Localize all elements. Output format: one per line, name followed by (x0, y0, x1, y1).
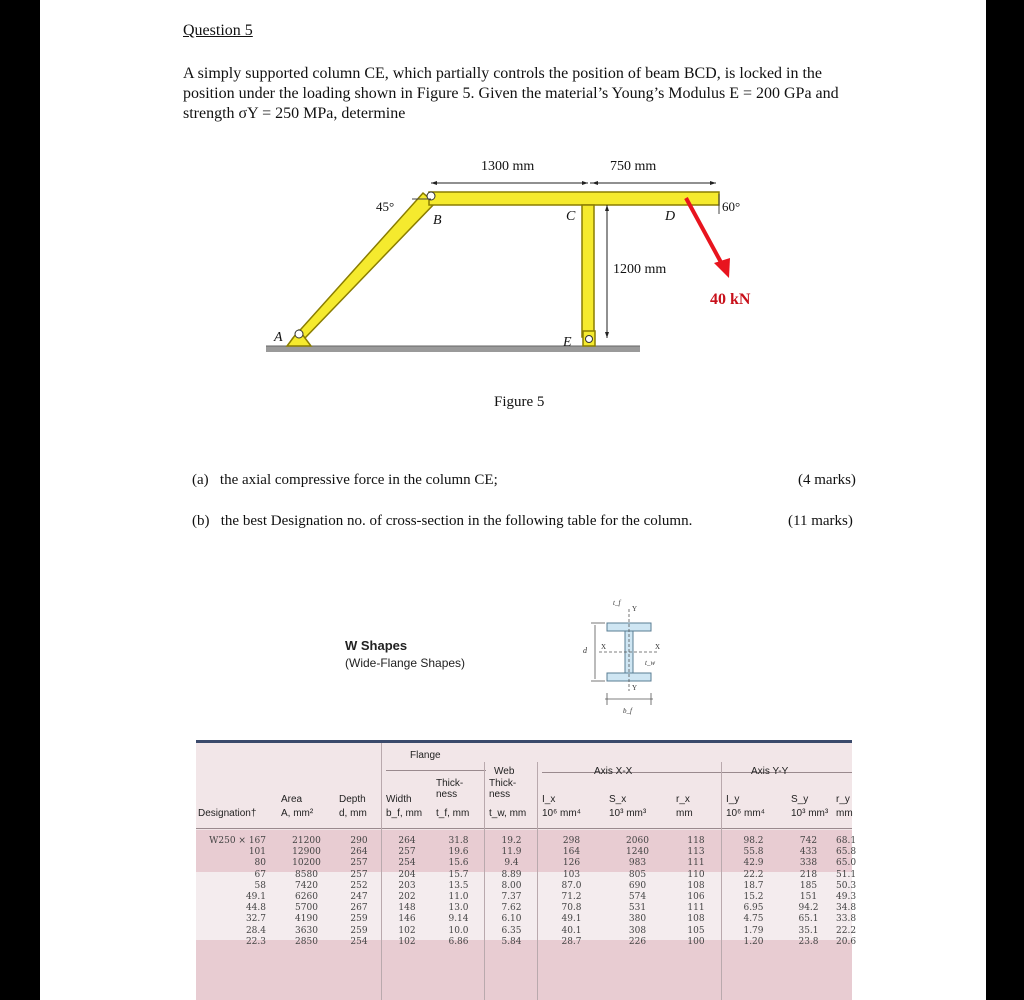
table-cell: 113 (687, 847, 705, 858)
column-header-top: I_y (726, 794, 740, 805)
ground (266, 346, 640, 352)
table-cell: 65.8 (836, 847, 857, 858)
column-header-top: Thick- ness (489, 778, 517, 800)
table-cell: 87.0 (561, 880, 582, 891)
table-cell: 108 (687, 914, 705, 925)
table-cell: 10200 (292, 858, 321, 869)
designation-cell: 22.3 (245, 936, 266, 947)
table-cell: 146 (398, 914, 416, 925)
dim-cd: 750 mm (610, 159, 657, 174)
table-cell: 22.2 (836, 925, 857, 936)
table-cell: 22.2 (743, 869, 764, 880)
angle-a-label: 45° (376, 199, 395, 214)
question-text: A simply supported column CE, which partially controls the position of beam BCD, is locked in the position under the loading shown in Figure 5. Given the material’s Young’s Modulus E = 200 GPa and strength σY = 250 MPa, determine (183, 65, 839, 122)
part-b (192, 513, 692, 530)
table-cell: 10.0 (448, 925, 469, 936)
part-a-label: (a) (192, 472, 209, 488)
table-cell: 257 (350, 858, 368, 869)
group-header-axis-y: Axis Y-Y (751, 766, 789, 777)
designation-cell: 44.8 (245, 903, 266, 914)
table-cell: 108 (687, 880, 705, 891)
table-cell: 185 (799, 880, 818, 891)
column-header-top: S_y (791, 794, 809, 805)
table-cell: 40.1 (561, 925, 582, 936)
column-header-top: Width (386, 794, 412, 805)
load-arrow (686, 198, 723, 266)
table-cell: 6.10 (501, 914, 522, 925)
load-label: 40 kN (710, 291, 751, 308)
column-header-top: Thick- ness (436, 778, 464, 800)
table-cell: 252 (350, 880, 368, 891)
table-cell: 126 (562, 858, 581, 869)
table-cell: 254 (398, 858, 416, 869)
table-cell: 257 (398, 847, 416, 858)
part-b-text: the best Designation no. of cross-section in the following table for the column. (220, 513, 693, 529)
table-cell: 15.6 (448, 858, 469, 869)
table-cell: 257 (350, 869, 368, 880)
designation-cell: 67 (254, 869, 266, 880)
table-cell: 5.84 (501, 936, 522, 947)
column-ce (582, 205, 594, 337)
table-cell: 12900 (292, 847, 321, 858)
table-cell: 148 (398, 903, 416, 914)
table-cell: 202 (398, 892, 416, 902)
table-cell: 102 (398, 925, 416, 936)
column-header: mm (676, 808, 693, 819)
table-cell: 118 (687, 836, 705, 846)
wshapes-subtitle: (Wide-Flange Shapes) (345, 656, 466, 670)
designation-cell: 28.4 (245, 925, 266, 936)
table-cell: 203 (398, 880, 416, 891)
table-cell: 983 (628, 858, 647, 869)
question-title: Question 5 (183, 22, 253, 39)
angle-d-label: 60° (722, 199, 741, 214)
table-cell: 28.7 (561, 936, 582, 947)
table-cell: 19.6 (448, 847, 469, 858)
table-cell: 6260 (295, 892, 318, 902)
table-cell: 247 (350, 892, 368, 902)
column-header: t_f, mm (436, 808, 470, 819)
table-cell: 13.5 (448, 880, 469, 891)
table-cell: 3630 (295, 925, 318, 936)
section-y-bottom: Y (632, 684, 638, 692)
table-cell: 264 (398, 836, 416, 846)
table-cell: 9.14 (448, 914, 469, 925)
table-cell: 42.9 (743, 858, 764, 869)
label-c: C (566, 209, 576, 224)
table-cell: 8.00 (501, 880, 522, 891)
table-cell: 742 (799, 836, 818, 846)
table-cell: 259 (350, 914, 368, 925)
table-cell: 226 (628, 936, 647, 947)
wshapes-title: W Shapes (345, 638, 408, 653)
table-cell: 65.0 (836, 858, 857, 869)
table-cell: 70.8 (561, 903, 582, 914)
table-cell: 11.0 (448, 892, 469, 902)
designation-cell: 101 (248, 847, 266, 858)
beam-bcd (429, 192, 719, 205)
table-cell: 218 (799, 869, 818, 880)
column-header-top: r_y (836, 794, 850, 805)
table-cell: 18.7 (743, 880, 764, 891)
table-cell: 8.89 (501, 869, 522, 880)
group-header-flange: Flange (410, 750, 441, 761)
part-a (192, 472, 498, 489)
table-cell: 110 (687, 869, 705, 880)
table-cell: 254 (350, 936, 368, 947)
table-cell: 380 (628, 914, 647, 925)
table-cell: 1.20 (743, 936, 764, 947)
section-tf: t_f (613, 599, 621, 607)
table-cell: 106 (687, 892, 705, 902)
table-cell: 2850 (295, 936, 318, 947)
column-header-top: Depth (339, 794, 366, 805)
table-cell: 204 (398, 869, 416, 880)
table-cell: 308 (628, 925, 647, 936)
column-header: mm (836, 808, 853, 819)
table-cell: 2060 (626, 836, 649, 846)
table-cell: 164 (562, 847, 581, 858)
table-cell: 1.79 (743, 925, 764, 936)
table-cell: 23.8 (798, 936, 819, 947)
part-a-marks: (4 marks) (798, 472, 856, 488)
table-cell: 20.6 (836, 936, 857, 947)
table-cell: 100 (687, 936, 705, 947)
column-header: b_f, mm (386, 808, 423, 819)
table-cell: 15.7 (448, 869, 469, 880)
table-cell: 19.2 (501, 836, 522, 846)
figure-5-diagram (40, 0, 986, 420)
table-cell: 805 (628, 869, 647, 880)
table-cell: 71.2 (561, 892, 582, 902)
column-header-top: I_x (542, 794, 556, 805)
section-x-right: X (655, 643, 661, 651)
table-cell: 94.2 (798, 903, 819, 914)
table-cell: 9.4 (504, 858, 519, 869)
group-header-web: Web (494, 766, 515, 777)
table-cell: 13.0 (448, 903, 469, 914)
table-cell: 49.1 (561, 914, 582, 925)
table-cell: 55.8 (743, 847, 764, 858)
column-header: 10⁶ mm⁴ (726, 808, 765, 819)
document-page (40, 0, 986, 1000)
table-cell: 31.8 (448, 836, 469, 846)
table-cell: 105 (687, 925, 705, 936)
table-cell: 33.8 (836, 914, 857, 925)
label-b: B (433, 213, 442, 228)
column-header: t_w, mm (489, 808, 527, 819)
label-a: A (274, 330, 283, 345)
table-cell: 6.86 (448, 936, 469, 947)
designation-cell: 32.7 (245, 914, 266, 925)
table-cell: 5700 (295, 903, 318, 914)
table-cell: 298 (562, 836, 581, 846)
table-cell: 6.35 (501, 925, 522, 936)
table-cell: 7.37 (501, 892, 522, 902)
column-header-top: r_x (676, 794, 690, 805)
figure-caption: Figure 5 (494, 394, 545, 410)
dim-bc: 1300 mm (481, 159, 535, 174)
table-cell: 338 (799, 858, 818, 869)
table-cell: 151 (799, 892, 818, 902)
table-cell: 267 (350, 903, 368, 914)
table-cell: 690 (628, 880, 647, 891)
table-cell: 49.3 (836, 892, 857, 902)
section-x-left: X (601, 643, 607, 651)
table-cell: 531 (628, 903, 647, 914)
table-cell: 15.2 (743, 892, 764, 902)
part-a-text: the axial compressive force in the column CE; (219, 472, 498, 488)
w-shapes-table (196, 740, 857, 1000)
table-cell: 574 (628, 892, 647, 902)
table-cell: 65.1 (798, 914, 819, 925)
column-header: 10³ mm³ (609, 808, 647, 819)
column-header: Designation† (198, 808, 257, 819)
dim-ce: 1200 mm (613, 262, 667, 277)
label-e: E (563, 335, 572, 350)
designation-cell: 80 (254, 858, 266, 869)
table-cell: 111 (687, 903, 705, 914)
column-header: A, mm² (281, 808, 314, 819)
table-cell: 103 (562, 869, 581, 880)
table-cell: 35.1 (798, 925, 819, 936)
table-cell: 111 (687, 858, 705, 869)
section-d: d (583, 646, 587, 655)
section-bf: b_f (623, 707, 632, 715)
table-cell: 259 (350, 925, 368, 936)
table-cell: 34.8 (836, 903, 857, 914)
part-b-marks: (11 marks) (788, 513, 853, 529)
column-header: d, mm (339, 808, 367, 819)
group-header-axis-x: Axis X-X (594, 766, 633, 777)
table-cell: 51.1 (836, 869, 857, 880)
table-cell: 68.1 (836, 836, 857, 846)
part-b-label: (b) (192, 513, 210, 529)
section-tw: t_w (645, 659, 656, 667)
column-header: 10⁶ mm⁴ (542, 808, 581, 819)
member-ab (293, 193, 435, 338)
table-cell: 290 (350, 836, 368, 846)
label-d: D (665, 209, 676, 224)
table-cell: 21200 (292, 836, 321, 846)
table-cell: 433 (799, 847, 818, 858)
table-cell: 98.2 (743, 836, 764, 846)
table-cell: 102 (398, 936, 416, 947)
table-cell: 11.9 (501, 847, 522, 858)
designation-cell: 58 (254, 880, 266, 891)
table-cell: 6.95 (743, 903, 764, 914)
table-cell: 7.62 (501, 903, 522, 914)
table-cell: 7420 (295, 880, 318, 891)
table-cell: 1240 (626, 847, 649, 858)
column-header-top: S_x (609, 794, 627, 805)
section-y-top: Y (632, 605, 638, 613)
column-header: 10³ mm³ (791, 808, 829, 819)
designation-cell: 49.1 (245, 892, 266, 902)
wide-flange-section-diagram (555, 595, 675, 725)
table-cell: 4.75 (743, 914, 764, 925)
table-cell: 264 (350, 847, 368, 858)
designation-cell: W250 × 167 (209, 836, 266, 846)
table-cell: 4190 (295, 914, 318, 925)
column-header-top: Area (281, 794, 303, 805)
table-cell: 8580 (295, 869, 318, 880)
table-cell: 50.3 (836, 880, 857, 891)
